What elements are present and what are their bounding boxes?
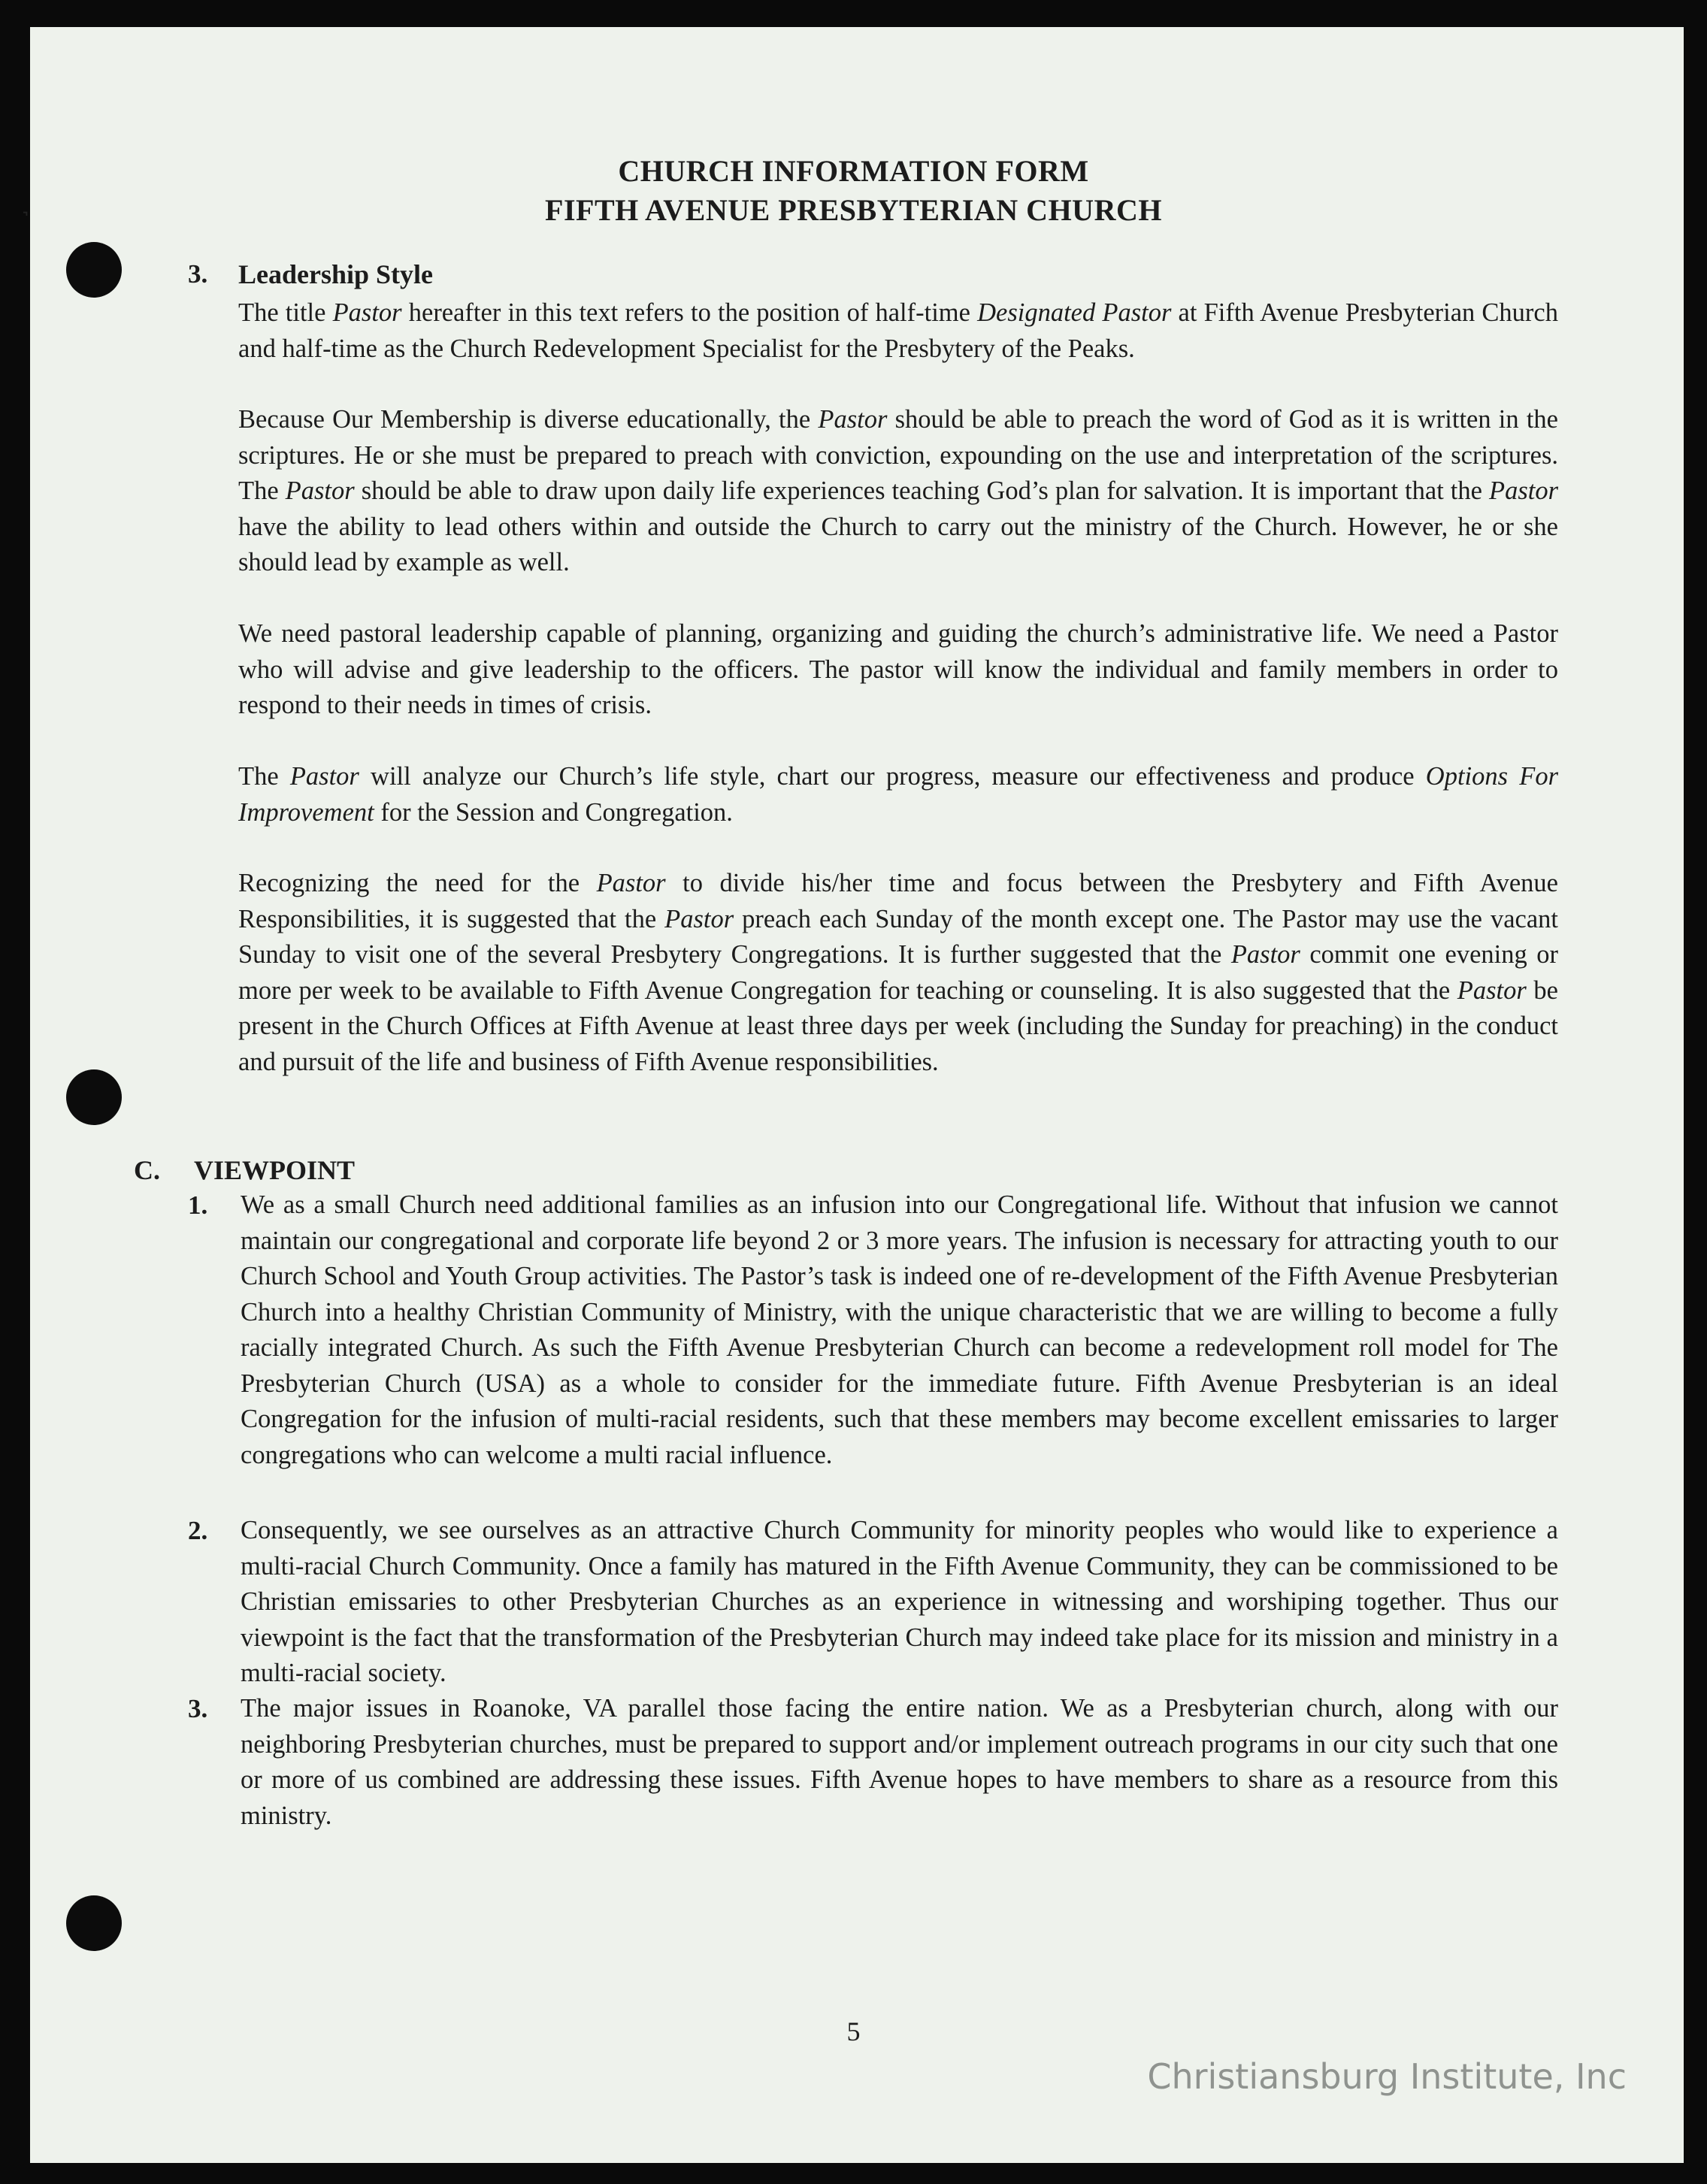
- italic-term: Pastor: [818, 405, 888, 434]
- italic-term: Pastor: [1230, 940, 1300, 969]
- text-run: Because Our Membership is diverse educationally, the: [238, 405, 819, 434]
- italic-term: Pastor: [1489, 476, 1559, 505]
- italic-term: Pastor: [1457, 976, 1527, 1005]
- section-letter: C.: [134, 1155, 160, 1185]
- viewpoint-item: Consequently, we see ourselves as an attractive Church Community for minority peoples who would like to experience a multi-racial Church Community. Once a family has matured in the Fifth Avenue Community, they can be commissioned to be Christian emissaries to other Presbyterian Churches as an experience in witnessing and worshiping together. Thus our viewpoint is the fact that the transformation of the Presbyterian Church may indeed take place for its mission and ministry in a multi-racial society.: [241, 1516, 1558, 1687]
- text-run: commit one evening or more per week to be available to Fifth Avenue Congregation for teaching or counseling. It is also suggested that the: [238, 940, 1558, 1005]
- italic-term: Pastor: [332, 298, 402, 327]
- leadership-paragraph-3: [238, 616, 1558, 724]
- punch-hole: [66, 1069, 122, 1125]
- italic-term: Pastor: [596, 869, 666, 897]
- leadership-paragraph-4: [238, 759, 1558, 830]
- italic-term: Pastor: [664, 904, 734, 933]
- text-run: be present in the Church Offices at Fifth Avenue at least three days per week (including the Sunday for preaching) in the conduct and pursuit of the life and business of Fifth Avenue responsibilities.: [238, 976, 1558, 1076]
- text-run: should be able to preach the word of God as it is written in the scriptures. He or she must be prepared to preach with conviction, expounding on the use and interpretation of the scriptures. The: [238, 405, 1558, 505]
- viewpoint-heading: VIEWPOINT: [194, 1155, 356, 1185]
- text-run: should be able to draw upon daily life experiences teaching God’s plan for salvation. It is important that the: [354, 476, 1489, 505]
- text-run: The: [238, 762, 290, 791]
- text-run: have the ability to lead others within and outside the Church to carry out the ministry of the Church. However, he or she should lead by example as well.: [238, 512, 1558, 576]
- viewpoint-item: The major issues in Roanoke, VA parallel those facing the entire nation. We as a Presbyterian church, along with our neighboring Presbyterian churches, must be prepared to support and/or implement outreach programs in our city such that one or more of us combined are addressing these issues. Fifth Avenue hopes to have members to share as a resource from this ministry.: [241, 1694, 1558, 1830]
- leadership-paragraph-5: [238, 866, 1558, 1080]
- viewpoint-item: We as a small Church need additional families as an infusion into our Congregational life. Without that infusion we cannot maintain our congregational and corporate life beyond 2 or 3 more years. The infusion is necessary for attracting youth to our Church School and Youth Group activities. The Pastor’s task is indeed one of re-development of the Fifth Avenue Presbyterian Church into a healthy Christian Community of Ministry, with the unique characteristic that we are willing to become a fully racially integrated Church. As such the Fifth Avenue Presbyterian Church can become a redevelopment roll model for The Presbyterian Church (USA) as a whole to consider for the immediate future. Fifth Avenue Presbyterian is an ideal Congregation for the infusion of multi-racial residents, such that these members may become excellent emissaries to larger congregations who can welcome a multi racial influence.: [241, 1190, 1558, 1469]
- text-run: at Fifth Avenue Presbyterian Church and half-time as the Church Redevelopment Specialist for the Presbytery of the Peaks.: [238, 298, 1558, 363]
- italic-term: Pastor: [285, 476, 355, 505]
- text-run: We need pastoral leadership capable of planning, organizing and guiding the church’s administrative life. We need a Pastor who will advise and give leadership to the officers. The pastor will know the individual and family members in order to respond to their needs in times of crisis.: [238, 619, 1558, 719]
- text-run: Recognizing the need for the: [238, 869, 597, 897]
- punch-hole: [66, 1895, 122, 1951]
- italic-term: Options For Improvement: [238, 762, 1558, 827]
- punch-hole: [66, 242, 122, 298]
- text-run: to divide his/her time and focus between the Presbytery and Fifth Avenue Responsibilities, it is suggested that the: [238, 869, 1558, 933]
- margin-mark: ˺: [21, 207, 30, 234]
- text-run: will analyze our Church’s life style, chart our progress, measure our effectiveness and produce: [359, 762, 1426, 791]
- page-number: 5: [846, 2016, 861, 2046]
- section-number: 3.: [188, 259, 208, 289]
- list-item-number: 1.: [188, 1190, 208, 1220]
- form-title-line1: CHURCH INFORMATION FORM: [618, 154, 1089, 188]
- text-run: preach each Sunday of the month except one. The Pastor may use the vacant Sunday to visit one of the several Presbytery Congregations. It is further suggested that the: [238, 904, 1558, 969]
- section-heading: Leadership Style: [238, 259, 434, 289]
- italic-term: Designated Pastor: [977, 298, 1172, 327]
- leadership-paragraph-2: [238, 402, 1558, 581]
- church-name: FIFTH AVENUE PRESBYTERIAN CHURCH: [545, 193, 1162, 227]
- text-run: for the Session and Congregation.: [374, 797, 733, 827]
- text-run: hereafter in this text refers to the position of half-time: [401, 298, 978, 327]
- watermark: Christiansburg Institute, Inc: [1147, 2056, 1627, 2097]
- leadership-paragraph-1: [238, 295, 1558, 367]
- text-run: The title: [238, 298, 333, 327]
- form-title: [0, 152, 1707, 230]
- list-item-number: 2.: [188, 1516, 208, 1545]
- italic-term: Pastor: [289, 762, 359, 791]
- list-item-number: 3.: [188, 1694, 208, 1723]
